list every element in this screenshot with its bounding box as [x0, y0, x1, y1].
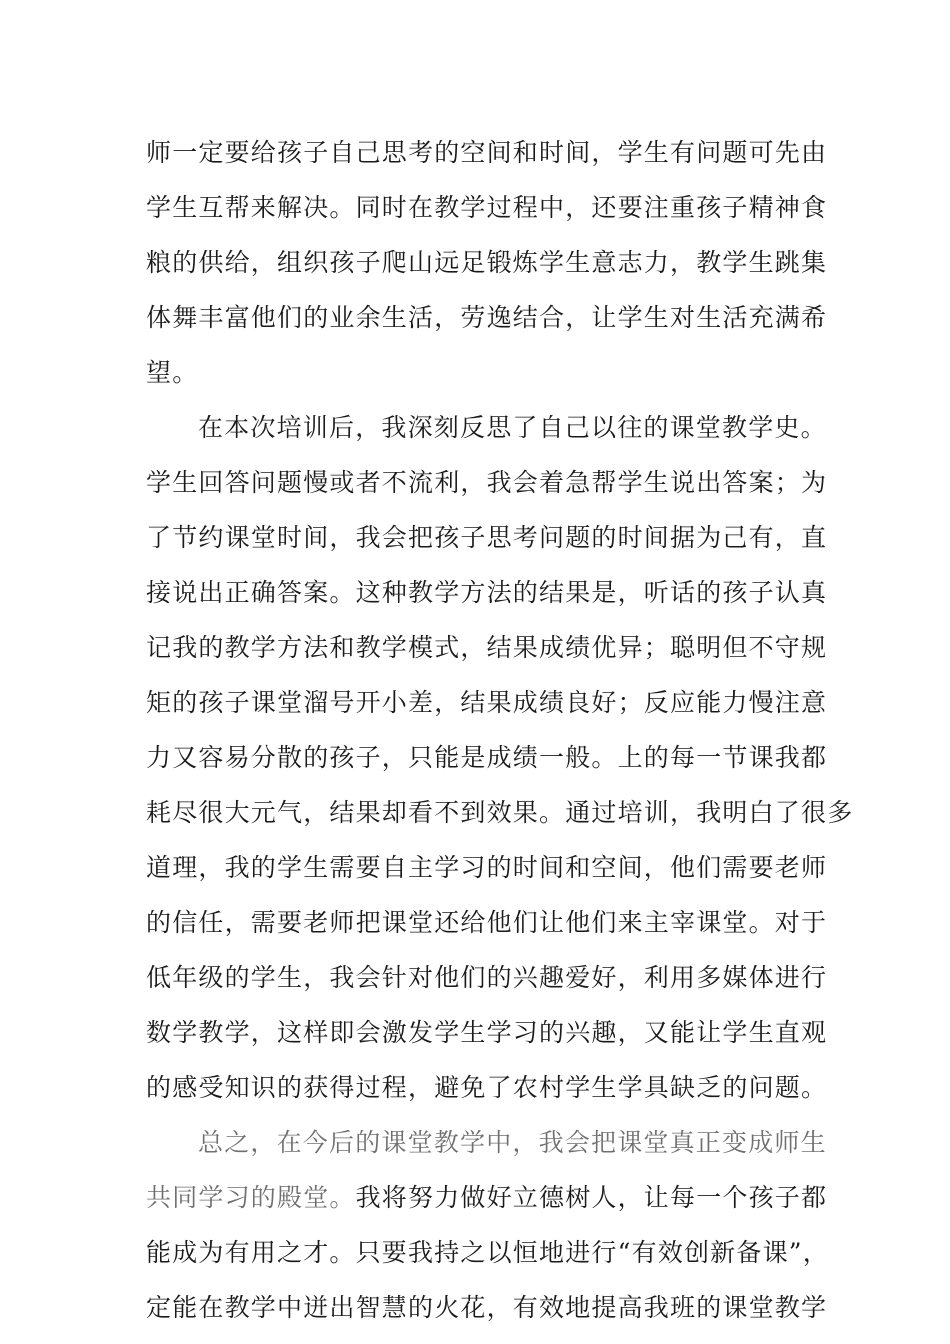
text-line: 耗尽很大元气，结果却看不到效果。通过培训，我明白了很多: [146, 798, 854, 827]
text-line: 低年级的学生，我会针对他们的兴趣爱好，利用多媒体进行: [146, 963, 828, 992]
paragraph-2: [146, 400, 854, 1115]
text-line: 在本次培训后，我深刻反思了自己以往的课堂教学史。: [198, 413, 827, 442]
text-line: 师一定要给孩子自己思考的空间和时间，学生有问题可先由: [146, 138, 828, 167]
paragraph-3: [146, 1115, 829, 1335]
text-line: 望。: [146, 358, 199, 387]
text-line: 定能在教学中迸出智慧的火花，有效地提高我班的课堂教学: [146, 1293, 828, 1322]
text-line: [146, 1170, 828, 1225]
text-line: 力又容易分散的孩子，只能是成绩一般。上的每一节课我都: [146, 743, 828, 772]
document-body: [146, 125, 854, 1335]
text-line: 了节约课堂时间，我会把孩子思考问题的时间据为己有，直: [146, 523, 828, 552]
text-line: 体舞丰富他们的业余生活，劳逸结合，让学生对生活充满希: [146, 303, 828, 332]
text-line: 学生回答问题慢或者不流利，我会着急帮学生说出答案；为: [146, 468, 828, 497]
text-line: 的感受知识的获得过程，避免了农村学生学具缺乏的问题。: [146, 1073, 828, 1102]
text-line: 记我的教学方法和教学模式，结果成绩优异；聪明但不守规: [146, 633, 828, 662]
text-line: 能成为有用之才。只要我持之以恒地进行“有效创新备课”，: [146, 1238, 829, 1267]
text-line: 接说出正确答案。这种教学方法的结果是，听话的孩子认真: [146, 578, 828, 607]
text-line: 粮的供给，组织孩子爬山远足锻炼学生意志力，教学生跳集: [146, 248, 828, 277]
text-line: 矩的孩子课堂溜号开小差，结果成绩良好；反应能力慢注意: [146, 688, 828, 717]
text-line: 学生互帮来解决。同时在教学过程中，还要注重孩子精神食: [146, 193, 828, 222]
paragraph-1: [146, 125, 828, 400]
text-line: 的信任，需要老师把课堂还给他们让他们来主宰课堂。对于: [146, 908, 828, 937]
text-line: 道理，我的学生需要自主学习的时间和空间，他们需要老师: [146, 853, 828, 882]
text-segment: 我将努力做好立德树人，让每一个孩子都: [355, 1183, 828, 1212]
text-line: 数学教学，这样即会激发学生学习的兴趣，又能让学生直观: [146, 1018, 828, 1047]
text-line: 总之，在今后的课堂教学中，我会把课堂真正变成师生: [198, 1128, 827, 1157]
text-segment-faded: 共同学习的殿堂。: [146, 1183, 356, 1212]
